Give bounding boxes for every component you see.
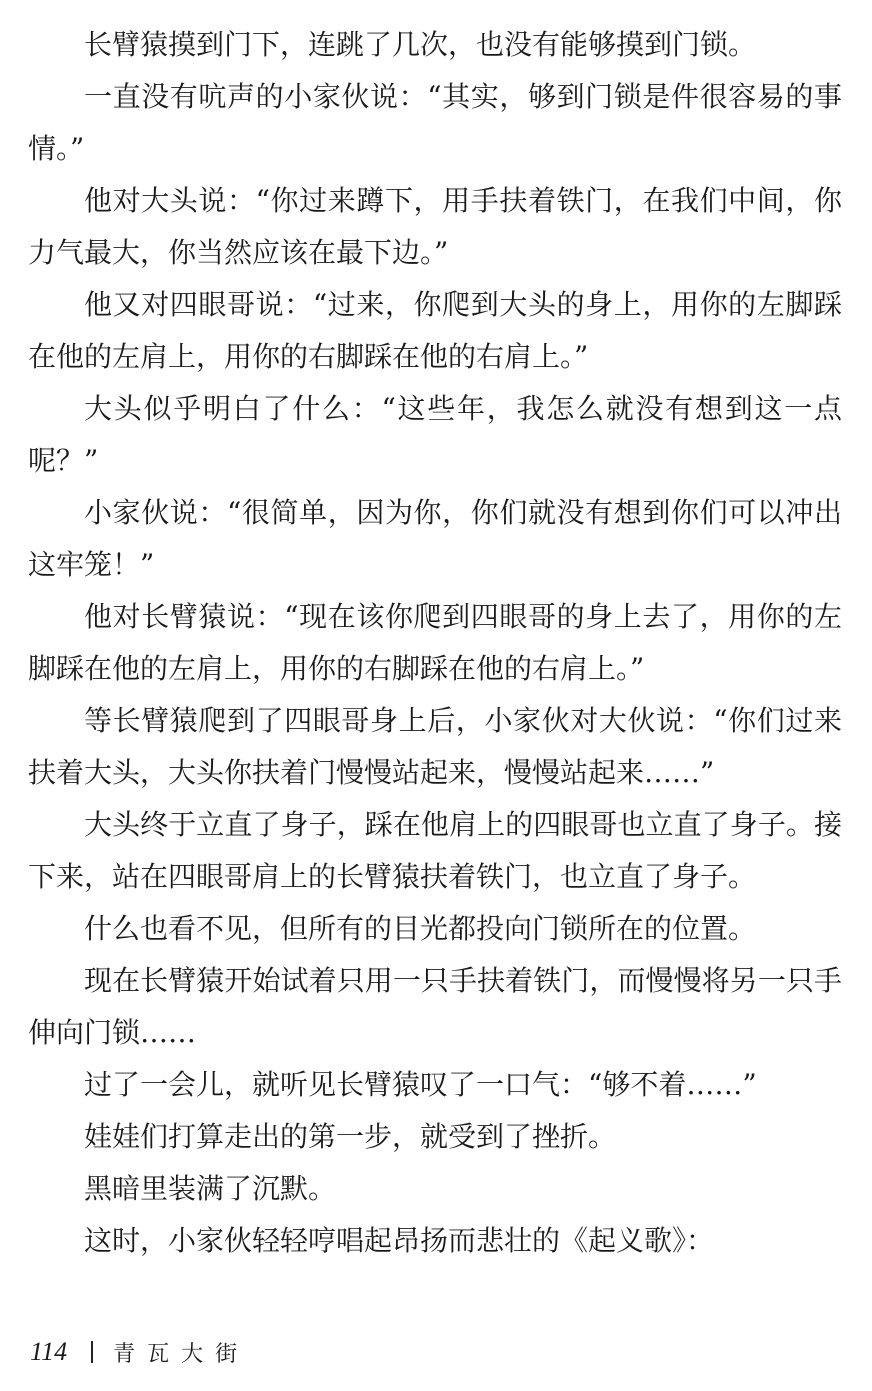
- paragraph: 他对长臂猿说：“现在该你爬到四眼哥的身上去了，用你的左脚踩在他的左肩上，用你的右脚踩在他的右肩上。”: [28, 600, 842, 685]
- paragraph: 什么也看不见，但所有的目光都投向门锁所在的位置。: [84, 912, 757, 945]
- page-footer: [30, 1332, 249, 1372]
- paragraph: 现在长臂猿开始试着只用一只手扶着铁门，而慢慢将另一只手伸向门锁……: [28, 964, 842, 1049]
- body-text: [28, 19, 842, 1267]
- footer-divider: [91, 1341, 93, 1363]
- paragraph: 这时，小家伙轻轻哼唱起昂扬而悲壮的《起义歌》：: [84, 1224, 715, 1257]
- paragraph: 小家伙说：“很简单，因为你，你们就没有想到你们可以冲出这牢笼！”: [28, 496, 842, 581]
- book-title: 青瓦大街: [113, 1341, 250, 1367]
- paragraph: 大头似乎明白了什么：“这些年，我怎么就没有想到这一点呢？”: [28, 392, 842, 477]
- paragraph: 他又对四眼哥说：“过来，你爬到大头的身上，用你的左脚踩在他的左肩上，用你的右脚踩在他的右肩上。”: [28, 288, 842, 373]
- paragraph: 一直没有吭声的小家伙说：“其实，够到门锁是件很容易的事情。”: [28, 80, 842, 165]
- paragraph: 过了一会儿，就听见长臂猿叹了一口气：“够不着……”: [84, 1068, 757, 1101]
- paragraph: 黑暗里装满了沉默。: [84, 1172, 337, 1205]
- paragraph: 长臂猿摸到门下，连跳了几次，也没有能够摸到门锁。: [84, 28, 757, 61]
- paragraph: 娃娃们打算走出的第一步，就受到了挫折。: [84, 1120, 617, 1153]
- paragraph: 大头终于立直了身子，踩在他肩上的四眼哥也立直了身子。接下来，站在四眼哥肩上的长臂猿扶着铁门，也立直了身子。: [28, 808, 842, 893]
- paragraph: 他对大头说：“你过来蹲下，用手扶着铁门，在我们中间，你力气最大，你当然应该在最下边。”: [28, 184, 842, 269]
- paragraph: 等长臂猿爬到了四眼哥身上后，小家伙对大伙说：“你们过来扶着大头，大头你扶着门慢慢站起来，慢慢站起来……”: [28, 704, 842, 789]
- page-number: 114: [30, 1337, 68, 1366]
